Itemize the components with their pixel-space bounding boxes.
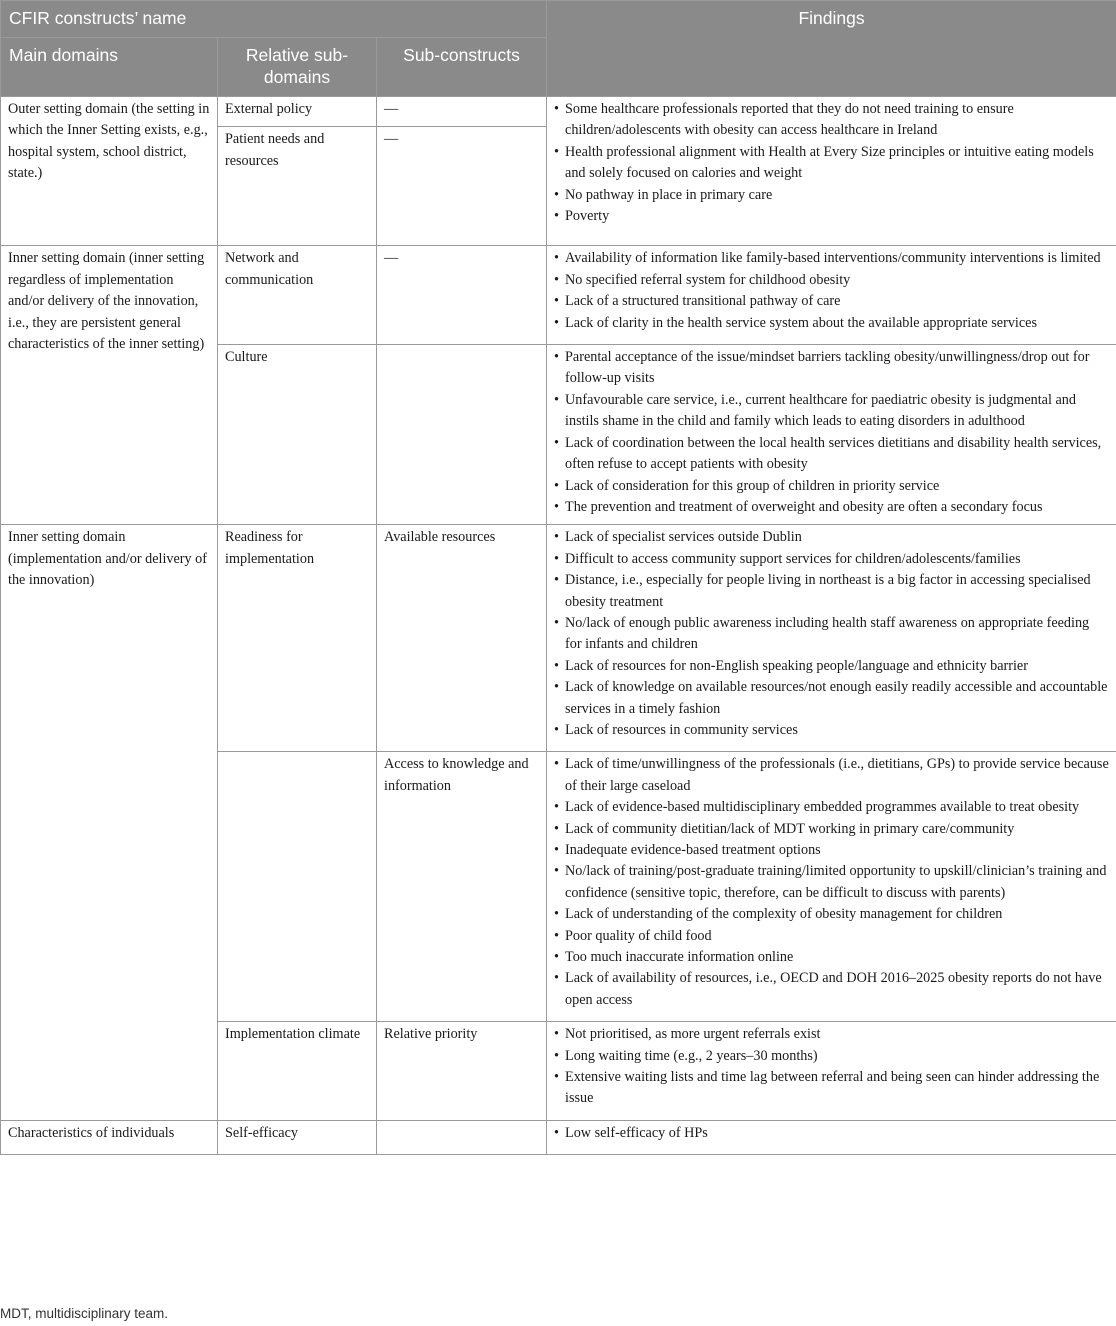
header-findings: Findings xyxy=(547,1,1116,97)
finding-item: • Distance, i.e., especially for people living in northeast is a big factor in accessing specialised obesity treatment xyxy=(554,570,1109,613)
finding-item: • Lack of consideration for this group of children in priority service xyxy=(554,476,1109,497)
findings-list xyxy=(554,1024,1109,1110)
findings-list xyxy=(554,248,1109,334)
finding-item: • Lack of evidence-based multidisciplinary embedded programmes available to treat obesity xyxy=(554,797,1109,818)
header-row-1 xyxy=(1,1,1116,38)
header-main-domains: Main domains xyxy=(1,38,218,97)
finding-item: • The prevention and treatment of overweight and obesity are often a secondary focus xyxy=(554,497,1109,518)
finding-item: • Low self-efficacy of HPs xyxy=(554,1123,1109,1144)
subdomain-cell: Readiness for implementation xyxy=(218,525,377,752)
findings-cell xyxy=(547,1120,1116,1154)
finding-item: • Lack of resources for non-English speaking people/language and ethnicity barrier xyxy=(554,656,1109,677)
finding-item: • Not prioritised, as more urgent referrals exist xyxy=(554,1024,1109,1045)
findings-cell xyxy=(547,345,1116,525)
findings-list xyxy=(554,527,1109,741)
header-subconstructs: Sub-constructs xyxy=(377,38,547,97)
findings-cell xyxy=(547,752,1116,1022)
table-footnote: MDT, multidisciplinary team. xyxy=(0,1306,169,1321)
subdomain-cell: Self-efficacy xyxy=(218,1120,377,1154)
header-relative-subdomains: Relative sub-domains xyxy=(218,38,377,97)
finding-item: • No/lack of training/post-graduate training/limited opportunity to upskill/clinician’s training and confidence (sensitive topic, therefore, can be difficult to discuss with parents) xyxy=(554,861,1109,904)
findings-list xyxy=(554,99,1109,227)
table-row xyxy=(1,97,1116,127)
finding-item: • Lack of clarity in the health service system about the available appropriate services xyxy=(554,313,1109,334)
finding-item: • Lack of coordination between the local health services dietitians and disability health services, often refuse to accept patients with obesity xyxy=(554,433,1109,476)
subdomain-cell: Implementation climate xyxy=(218,1022,377,1121)
finding-item: • No specified referral system for childhood obesity xyxy=(554,270,1109,291)
table-row xyxy=(1,1120,1116,1154)
table-row xyxy=(1,525,1116,752)
finding-item: • Lack of knowledge on available resources/not enough easily readily accessible and accountable services in a timely fashion xyxy=(554,677,1109,720)
finding-item: • Extensive waiting lists and time lag between referral and being seen can hinder addressing the issue xyxy=(554,1067,1109,1110)
subdomain-cell: Network and communication xyxy=(218,246,377,345)
domain-cell: Inner setting domain (implementation and/or delivery of the innovation) xyxy=(1,525,218,1121)
subconstruct-cell: — xyxy=(377,97,547,127)
subconstruct-cell: Relative priority xyxy=(377,1022,547,1121)
subdomain-cell: External policy xyxy=(218,97,377,127)
domain-cell: Outer setting domain (the setting in which the Inner Setting exists, e.g., hospital system, school district, state.) xyxy=(1,97,218,246)
finding-item: • Difficult to access community support services for children/adolescents/families xyxy=(554,549,1109,570)
domain-cell: Characteristics of individuals xyxy=(1,1120,218,1154)
subdomain-cell xyxy=(218,752,377,1022)
finding-item: • Too much inaccurate information online xyxy=(554,947,1109,968)
finding-item: • Parental acceptance of the issue/mindset barriers tackling obesity/unwillingness/drop out for follow-up visits xyxy=(554,347,1109,390)
subconstruct-cell xyxy=(377,345,547,525)
finding-item: • Health professional alignment with Health at Every Size principles or intuitive eating models and solely focused on calories and weight xyxy=(554,142,1109,185)
subconstruct-cell xyxy=(377,1120,547,1154)
findings-list xyxy=(554,1123,1109,1144)
finding-item: • Lack of specialist services outside Dublin xyxy=(554,527,1109,548)
finding-item: • Lack of community dietitian/lack of MDT working in primary care/community xyxy=(554,819,1109,840)
findings-cell xyxy=(547,97,1116,246)
finding-item: • Lack of time/unwillingness of the professionals (i.e., dietitians, GPs) to provide service because of their large caseload xyxy=(554,754,1109,797)
findings-cell xyxy=(547,1022,1116,1121)
finding-item: • Lack of availability of resources, i.e., OECD and DOH 2016–2025 obesity reports do not have open access xyxy=(554,968,1109,1011)
subconstruct-cell: — xyxy=(377,246,547,345)
finding-item: • Lack of resources in community services xyxy=(554,720,1109,741)
finding-item: • Lack of understanding of the complexity of obesity management for children xyxy=(554,904,1109,925)
subconstruct-cell: — xyxy=(377,127,547,246)
finding-item: • No pathway in place in primary care xyxy=(554,185,1109,206)
header-cfir-constructs: CFIR constructs’ name xyxy=(1,1,547,38)
findings-cell xyxy=(547,246,1116,345)
finding-item: • Unfavourable care service, i.e., current healthcare for paediatric obesity is judgmental and instils shame in the child and family which leads to eating disorders in adulthood xyxy=(554,390,1109,433)
subconstruct-cell: Available resources xyxy=(377,525,547,752)
findings-list xyxy=(554,754,1109,1011)
subdomain-cell: Patient needs and resources xyxy=(218,127,377,246)
finding-item: • Poverty xyxy=(554,206,1109,227)
finding-item: • Availability of information like family-based interventions/community interventions is limited xyxy=(554,248,1109,269)
subconstruct-cell: Access to knowledge and information xyxy=(377,752,547,1022)
findings-cell xyxy=(547,525,1116,752)
finding-item: • No/lack of enough public awareness including health staff awareness on appropriate feeding for infants and children xyxy=(554,613,1109,656)
finding-item: • Poor quality of child food xyxy=(554,926,1109,947)
findings-list xyxy=(554,347,1109,518)
finding-item: • Inadequate evidence-based treatment options xyxy=(554,840,1109,861)
finding-item: • Some healthcare professionals reported that they do not need training to ensure children/adolescents with obesity can access healthcare in Ireland xyxy=(554,99,1109,142)
subdomain-cell: Culture xyxy=(218,345,377,525)
domain-cell: Inner setting domain (inner setting regardless of implementation and/or delivery of the innovation, i.e., they are persistent general characteristics of the inner setting) xyxy=(1,246,218,525)
table-row xyxy=(1,246,1116,345)
finding-item: • Lack of a structured transitional pathway of care xyxy=(554,291,1109,312)
finding-item: • Long waiting time (e.g., 2 years–30 months) xyxy=(554,1046,1109,1067)
